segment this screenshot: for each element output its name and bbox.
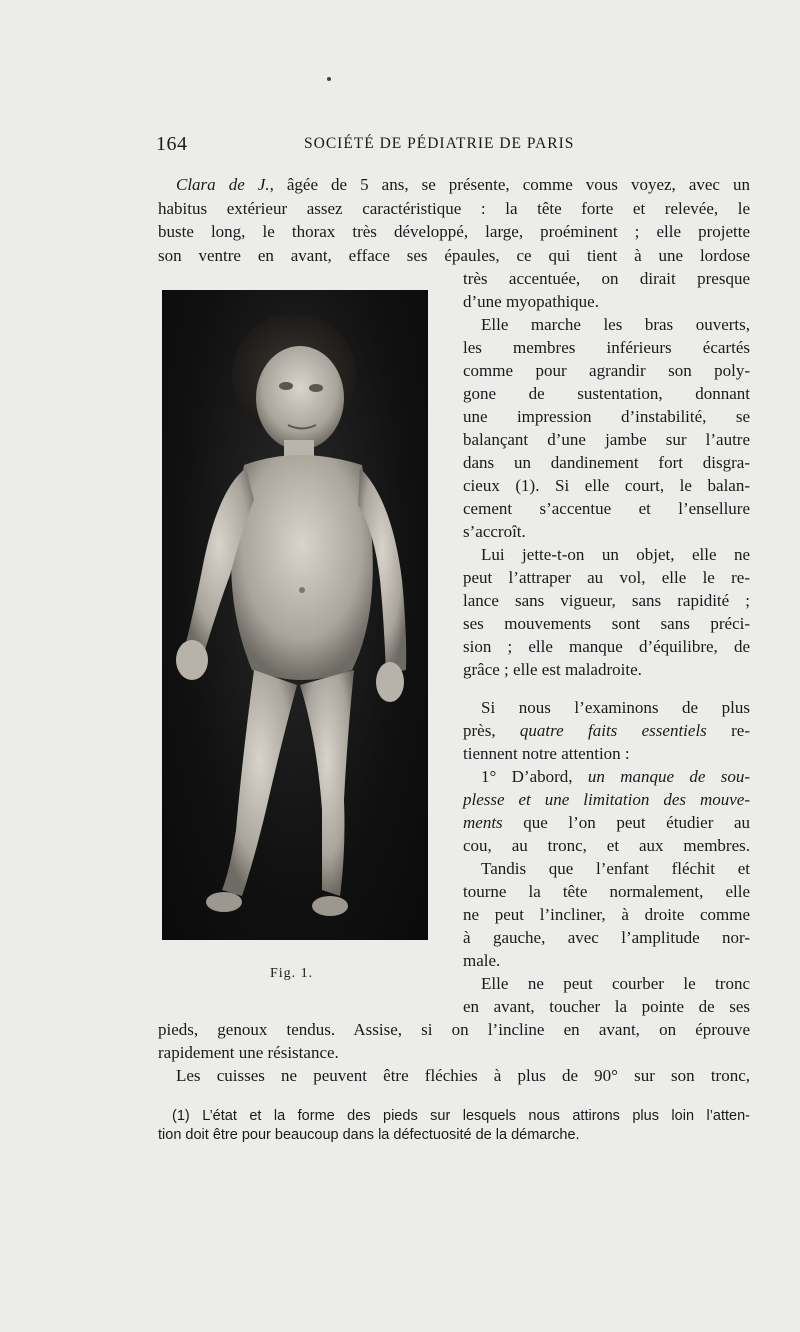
body-line: Les cuisses ne peuvent être fléchies à plus de 90° sur son tronc, [176, 1066, 750, 1085]
column-line: sion ; elle manque d’équilibre, de [463, 637, 750, 656]
column-line: Si nous l’examinons de plus [481, 698, 750, 717]
column-line: près, quatre faits essentiels re- [463, 721, 751, 740]
column-line: ne peut l’incliner, à droite comme [463, 905, 750, 924]
column-line: lance sans vigueur, sans rapidité ; [463, 591, 750, 610]
column-line: grâce ; elle est maladroite. [463, 660, 642, 679]
column-line: plesse et une limitation des mouve- [463, 790, 750, 809]
page-number: 164 [156, 133, 188, 155]
column-line: 1° D’abord, un manque de sou- [481, 767, 750, 786]
column-line: très accentuée, on dirait presque [463, 269, 750, 288]
column-line: en avant, toucher la pointe de ses [463, 997, 750, 1016]
column-line: ses mouvements sont sans préci- [463, 614, 750, 633]
body-line: Clara de J., âgée de 5 ans, se présente, comme vous voyez, avec un [176, 175, 750, 194]
body-line: buste long, le thorax très développé, large, proéminent ; elle projette [158, 222, 750, 241]
column-line: male. [463, 951, 501, 970]
column-line: Elle marche les bras ouverts, [481, 315, 750, 334]
column-line: dans un dandinement fort disgra- [463, 453, 750, 472]
column-line: peut l’attraper au vol, elle le re- [463, 568, 750, 587]
column-line: tourne la tête normalement, elle [463, 882, 750, 901]
column-line: cou, au tronc, et aux membres. [463, 836, 750, 855]
running-head: SOCIÉTÉ DE PÉDIATRIE DE PARIS [304, 135, 575, 152]
column-line: cieux (1). Si elle court, le balan- [463, 476, 750, 495]
footnote-line: tion doit être pour beaucoup dans la défectuosité de la démarche. [158, 1127, 580, 1143]
column-line: comme pour agrandir son poly- [463, 361, 750, 380]
column-line: s’accroît. [463, 522, 526, 541]
footnote-line: (1) L’état et la forme des pieds sur lesquels nous attirons plus loin l’atten- [172, 1108, 750, 1124]
column-line: à gauche, avec l’amplitude nor- [463, 928, 750, 947]
body-line: rapidement une résistance. [158, 1043, 339, 1062]
column-line: gone de sustentation, donnant [463, 384, 750, 403]
column-line: d’une myopathique. [463, 292, 599, 311]
column-line: une impression d’instabilité, se [463, 407, 750, 426]
column-line: tiennent notre attention : [463, 744, 630, 763]
ink-speck [327, 77, 331, 81]
column-line: les membres inférieurs écartés [463, 338, 750, 357]
child-figure-illustration [162, 290, 428, 940]
figure-photograph [162, 290, 428, 940]
column-line: Tandis que l’enfant fléchit et [481, 859, 750, 878]
figure-caption: Fig. 1. [270, 966, 314, 981]
column-line: balançant d’une jambe sur l’autre [463, 430, 750, 449]
body-line: habitus extérieur assez caractéristique : la tête forte et relevée, le [158, 199, 750, 218]
column-line: ments que l’on peut étudier au [463, 813, 750, 832]
column-line: Lui jette-t-on un objet, elle ne [481, 545, 750, 564]
column-line: Elle ne peut courber le tronc [481, 974, 750, 993]
body-line: pieds, genoux tendus. Assise, si on l’incline en avant, on éprouve [158, 1020, 750, 1039]
column-line: cement s’accentue et l’ensellure [463, 499, 750, 518]
body-line: son ventre en avant, efface ses épaules, ce qui tient à une lordose [158, 246, 750, 265]
